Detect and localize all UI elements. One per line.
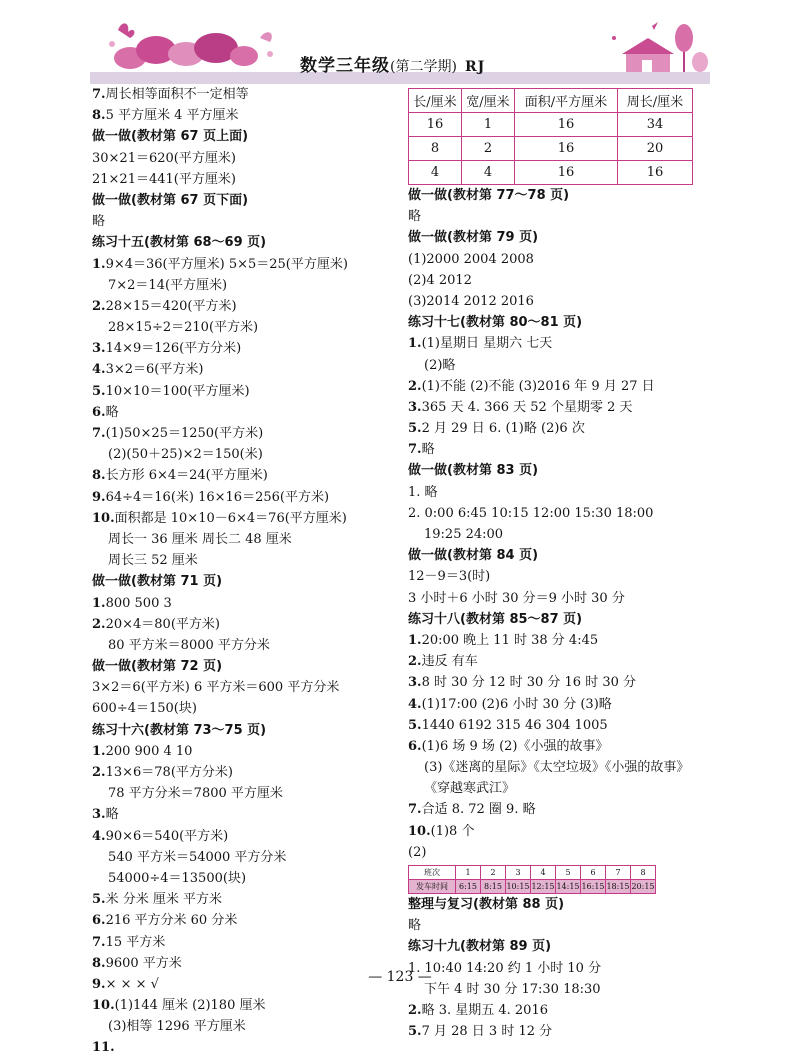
answer-line (408, 651, 708, 672)
answer-text: 365 天 4. 366 天 52 个星期零 2 天 (421, 399, 633, 415)
section-heading (408, 609, 708, 630)
item-number: 8. (92, 108, 106, 124)
table-header-row (409, 89, 693, 113)
answer-line (92, 1037, 392, 1058)
answer-text: 78 平方分米＝7800 平方厘米 (108, 786, 283, 802)
answer-text: 3 小时＋6 小时 30 分＝9 小时 30 分 (408, 590, 625, 606)
answer-line (408, 397, 708, 418)
answer-line (92, 338, 392, 359)
right-answer-column (408, 84, 708, 1042)
answer-text: (2)4 2012 (408, 272, 472, 288)
page-header (90, 18, 710, 82)
schedule-cell: 18:15 (606, 880, 631, 894)
answer-text: 28×15＝420(平方米) (105, 298, 237, 314)
schedule-cell: 4 (531, 866, 556, 880)
section-heading-text: 做一做(教材第 71 页) (92, 574, 223, 590)
answer-line (408, 270, 708, 291)
answer-text: 20:00 晚上 11 时 38 分 4:45 (421, 632, 599, 648)
answer-text: 略 (408, 918, 422, 934)
answer-text: 9600 平方米 (105, 955, 182, 971)
answer-line (408, 206, 708, 227)
answer-text: 1440 6192 315 46 304 1005 (421, 717, 608, 733)
answer-line (408, 1021, 708, 1042)
header-subtitle: (第二学期) (390, 59, 457, 75)
answer-line (92, 317, 392, 338)
answer-text: 略 (105, 404, 119, 420)
item-number: 1. (92, 595, 106, 611)
answer-text: 8 时 30 分 12 时 30 分 16 时 30 分 (421, 675, 637, 691)
schedule-cell: 8 (631, 866, 656, 880)
table-header-cell: 长/厘米 (409, 89, 462, 113)
item-number: 10. (92, 510, 115, 526)
item-number: 4. (92, 362, 106, 378)
item-number: 3. (92, 807, 106, 823)
item-number: 7. (92, 87, 106, 102)
answer-line (92, 381, 392, 402)
section-heading-text: 做一做(教材第 84 页) (408, 548, 539, 564)
table-cell: 8 (409, 137, 462, 161)
item-number: 10. (408, 823, 431, 839)
table-cell: 16 (409, 113, 462, 137)
answer-line (92, 741, 392, 762)
schedule-cell: 1 (456, 866, 481, 880)
answer-line (408, 482, 708, 503)
answer-text: 略 (105, 807, 119, 823)
answer-line (92, 296, 392, 317)
section-heading (92, 720, 392, 741)
answer-line (92, 826, 392, 847)
item-number: 6. (92, 913, 106, 929)
answer-line (92, 614, 392, 635)
answer-text: 1. 10:40 14:20 约 1 小时 10 分 (408, 960, 602, 976)
schedule-cell: 班次 (409, 866, 456, 880)
section-heading-text: 练习十五(教材第 68～69 页) (92, 235, 267, 251)
answer-text: 800 500 3 (105, 595, 172, 611)
section-heading (92, 571, 392, 592)
answer-text: (1)不能 (2)不能 (3)2016 年 9 月 27 日 (421, 378, 655, 394)
answer-line (92, 275, 392, 296)
answer-text: 略 (421, 442, 435, 458)
answer-text: 80 平方米＝8000 平方分米 (108, 637, 270, 653)
item-number: 5. (408, 1024, 422, 1040)
answer-text: (1)17:00 (2)6 小时 30 分 (3)略 (421, 696, 612, 712)
item-number: 2. (92, 298, 106, 314)
section-heading-text: 做一做(教材第 77～78 页) (408, 188, 570, 203)
answer-text: 1. 略 (408, 484, 438, 500)
answer-line (92, 423, 392, 444)
answer-text: 周长三 52 厘米 (108, 553, 198, 569)
item-number: 5. (92, 892, 106, 908)
section-heading (408, 894, 708, 915)
item-number: 2. (408, 378, 422, 394)
answer-text: 90×6＝540(平方米) (105, 828, 229, 844)
answer-line (92, 550, 392, 571)
item-number: 10. (92, 998, 115, 1014)
table-cell: 4 (409, 161, 462, 185)
answer-line (92, 148, 392, 169)
answer-text: 2. 0:00 6:45 10:15 12:00 15:30 18:00 (408, 505, 654, 521)
area-table (408, 88, 693, 185)
section-heading-text: 做一做(教材第 79 页) (408, 230, 539, 246)
answer-text: 64÷4＝16(米) 16×16＝256(平方米) (105, 489, 330, 505)
item-number: 1. (92, 256, 106, 272)
table-cell: 1 (462, 113, 515, 137)
answer-line (408, 588, 708, 609)
section-heading (408, 312, 708, 333)
schedule-cell: 8:15 (481, 880, 506, 894)
answer-line (408, 694, 708, 715)
table-cell: 16 (618, 161, 693, 185)
answer-line (92, 169, 392, 190)
schedule-cell: 10:15 (506, 880, 531, 894)
item-number: 3. (408, 399, 422, 415)
answer-text: 7 月 28 日 3 时 12 分 (421, 1024, 553, 1040)
item-number: 7. (408, 802, 422, 818)
answer-text: (1)144 厘米 (2)180 厘米 (114, 998, 266, 1014)
answer-text: (1)50×25＝1250(平方米) (105, 426, 264, 441)
answer-text: (2) (408, 844, 427, 860)
table-cell: 16 (515, 113, 618, 137)
answer-line (92, 593, 392, 614)
answer-text: 略 (92, 214, 106, 230)
bus-schedule-table (408, 865, 656, 894)
answer-text: 长方形 6×4＝24(平方厘米) (105, 468, 268, 484)
item-number: 1. (408, 336, 422, 352)
table-cell: 16 (515, 161, 618, 185)
answer-line (408, 757, 708, 778)
answer-line (92, 783, 392, 804)
answer-line (408, 799, 708, 820)
answer-line (408, 715, 708, 736)
section-heading (408, 227, 708, 248)
item-number: 3. (408, 675, 422, 691)
answer-line (92, 804, 392, 825)
section-heading-text: 做一做(教材第 83 页) (408, 463, 539, 479)
answer-line (92, 105, 392, 126)
schedule-cell: 3 (506, 866, 531, 880)
answer-line (408, 376, 708, 397)
table-row (409, 161, 693, 185)
answer-line (92, 487, 392, 508)
answer-text: 7×2＝14(平方厘米) (108, 277, 228, 293)
answer-text: 200 900 4 10 (105, 743, 193, 759)
answer-text: 20×4＝80(平方米) (105, 616, 220, 632)
section-heading (408, 185, 708, 206)
section-heading (408, 545, 708, 566)
answer-line (92, 84, 392, 105)
answer-text: 12－9＝3(时) (408, 569, 491, 585)
item-number: 7. (92, 934, 106, 950)
answer-line (92, 211, 392, 232)
answer-line (92, 359, 392, 380)
answer-text: 3×2＝6(平方米) (105, 362, 204, 378)
answer-text: 14×9＝126(平方分米) (105, 341, 242, 357)
section-heading (92, 126, 392, 147)
schedule-cell: 6 (581, 866, 606, 880)
item-number: 8. (92, 955, 106, 971)
answer-text: 9×4＝36(平方厘米) 5×5＝25(平方厘米) (105, 256, 348, 272)
item-number: 4. (408, 696, 422, 712)
item-number: 2. (408, 654, 422, 670)
item-number: 2. (92, 765, 106, 780)
section-heading (408, 460, 708, 481)
item-number: 2. (408, 1002, 422, 1018)
answer-line (92, 635, 392, 656)
table-row (409, 113, 693, 137)
section-heading-text: 整理与复习(教材第 88 页) (408, 897, 565, 912)
section-heading (92, 656, 392, 677)
schedule-cell: 16:15 (581, 880, 606, 894)
table-header-cell: 宽/厘米 (462, 89, 515, 113)
right-section-a (408, 185, 708, 863)
answer-line (408, 821, 708, 842)
answer-text: (3)《迷离的星际》《太空垃圾》《小强的故事》 (424, 760, 690, 776)
answer-text: 28×15÷2＝210(平方米) (108, 320, 259, 336)
header-edition: RJ (464, 59, 486, 75)
schedule-row (409, 866, 656, 880)
schedule-cell: 14:15 (556, 880, 581, 894)
answer-line (92, 932, 392, 953)
left-answer-column (92, 84, 392, 1059)
answer-line (408, 503, 708, 524)
item-number: 6. (92, 404, 106, 420)
schedule-cell: 6:15 (456, 880, 481, 894)
answer-line (408, 355, 708, 376)
answer-line (92, 889, 392, 910)
section-heading-text: 做一做(教材第 67 页下面) (92, 192, 249, 208)
table-cell: 34 (618, 113, 693, 137)
page-number: — 123 — (368, 969, 432, 985)
answer-text: 周长一 36 厘米 周长二 48 厘米 (108, 531, 292, 547)
answer-line (408, 672, 708, 693)
header-title-main: 数学三年级 (300, 56, 390, 76)
answer-text: 21×21＝441(平方厘米) (92, 171, 236, 187)
item-number: 1. (92, 743, 106, 759)
answer-text: 54000÷4＝13500(块) (108, 870, 247, 886)
answer-line (92, 465, 392, 486)
answer-text: (2)略 (424, 357, 456, 373)
answer-text: (3)相等 1296 平方厘米 (108, 1019, 246, 1035)
table-header-cell: 周长/厘米 (618, 89, 693, 113)
answer-text: 216 平方分米 60 分米 (105, 913, 238, 929)
item-number: 8. (92, 468, 106, 484)
answer-line (408, 418, 708, 439)
flower-decoration-icon (90, 18, 280, 76)
item-number: 4. (92, 828, 106, 844)
section-heading (92, 190, 392, 211)
answer-line (92, 508, 392, 529)
answer-line (92, 444, 392, 465)
answer-text: 面积都是 10×10－6×4＝76(平方厘米) (114, 510, 347, 526)
answer-line (92, 910, 392, 931)
section-heading-text: 练习十八(教材第 85～87 页) (408, 611, 583, 627)
item-number: 5. (92, 383, 106, 399)
answer-line (92, 847, 392, 868)
answer-text: (3)2014 2012 2016 (408, 293, 534, 309)
answer-text: (2)(50＋25)×2＝150(米) (108, 447, 263, 463)
page-title (300, 51, 485, 76)
answer-text: (1)8 个 (430, 823, 475, 839)
answer-line (92, 254, 392, 275)
answer-line (408, 566, 708, 587)
answer-line (92, 762, 392, 783)
item-number: 9. (92, 976, 106, 992)
answer-line (92, 868, 392, 889)
answer-line (92, 698, 392, 719)
section-heading (92, 232, 392, 253)
schedule-cell: 2 (481, 866, 506, 880)
answer-line (408, 291, 708, 312)
answer-line (408, 915, 708, 936)
section-heading (408, 936, 708, 957)
answer-line (92, 402, 392, 423)
house-decoration-icon (600, 18, 710, 76)
item-number: 6. (408, 738, 422, 754)
item-number: 5. (408, 717, 422, 733)
answer-line (408, 1000, 708, 1021)
table-cell: 16 (515, 137, 618, 161)
answer-text: 略 (408, 209, 422, 225)
item-number: 2. (92, 616, 106, 632)
answer-text: (1)6 场 9 场 (2)《小强的故事》 (421, 738, 609, 754)
answer-text: 5 平方厘米 4 平方厘米 (105, 108, 239, 124)
item-number: 1. (408, 632, 422, 648)
schedule-cell: 12:15 (531, 880, 556, 894)
table-cell: 2 (462, 137, 515, 161)
section-heading-text: 练习十六(教材第 73～75 页) (92, 722, 267, 738)
answer-line (408, 630, 708, 651)
answer-line (408, 524, 708, 545)
answer-text: (1)星期日 星期六 七天 (421, 336, 553, 352)
answer-text: 30×21＝620(平方厘米) (92, 150, 236, 166)
answer-text: 周长相等面积不一定相等 (105, 87, 249, 102)
table-cell: 4 (462, 161, 515, 185)
answer-text: 《穿越寒武江》 (424, 781, 516, 797)
schedule-cell: 20:15 (631, 880, 656, 894)
item-number: 7. (92, 426, 106, 441)
answer-text: 2 月 29 日 6. (1)略 (2)6 次 (421, 421, 585, 437)
answer-text: 540 平方米＝54000 平方分米 (108, 849, 287, 865)
schedule-cell: 7 (606, 866, 631, 880)
answer-text: 米 分米 厘米 平方米 (105, 892, 222, 908)
section-heading-text: 做一做(教材第 72 页) (92, 659, 223, 675)
item-number: 9. (92, 489, 106, 505)
schedule-cell: 5 (556, 866, 581, 880)
answer-text: 600÷4＝150(块) (92, 701, 197, 717)
answer-line (408, 736, 708, 757)
answer-line (408, 333, 708, 354)
answer-text: 3×2＝6(平方米) 6 平方米＝600 平方分米 (92, 680, 340, 696)
answer-line (408, 439, 708, 460)
table-header-cell: 面积/平方厘米 (515, 89, 618, 113)
answer-line (408, 249, 708, 270)
table-row (409, 137, 693, 161)
schedule-cell: 发车时间 (409, 880, 456, 894)
section-heading-text: 练习十九(教材第 89 页) (408, 939, 552, 955)
item-number: 11. (92, 1040, 115, 1056)
item-number: 5. (408, 421, 422, 437)
item-number: 3. (92, 341, 106, 357)
schedule-row (409, 880, 656, 894)
answer-text: 合适 8. 72 圈 9. 略 (421, 802, 536, 818)
answer-text: 违反 有车 (421, 654, 478, 670)
answer-line (92, 1016, 392, 1037)
answer-text: 下午 4 时 30 分 17:30 18:30 (424, 981, 601, 997)
item-number: 7. (408, 442, 422, 458)
answer-text: (1)2000 2004 2008 (408, 251, 534, 267)
section-heading-text: 练习十七(教材第 80～81 页) (408, 315, 583, 331)
answer-line (92, 677, 392, 698)
table-cell: 20 (618, 137, 693, 161)
answer-line (408, 778, 708, 799)
answer-text: 15 平方米 (105, 934, 166, 950)
answer-text: × × × √ (105, 976, 159, 992)
answer-text: 19:25 24:00 (424, 527, 504, 542)
answer-text: 10×10＝100(平方厘米) (105, 383, 250, 399)
section-heading-text: 做一做(教材第 67 页上面) (92, 129, 249, 145)
answer-text: 13×6＝78(平方分米) (105, 765, 233, 780)
answer-line (92, 529, 392, 550)
answer-line (408, 842, 708, 863)
answer-text: 略 3. 星期五 4. 2016 (421, 1002, 548, 1018)
